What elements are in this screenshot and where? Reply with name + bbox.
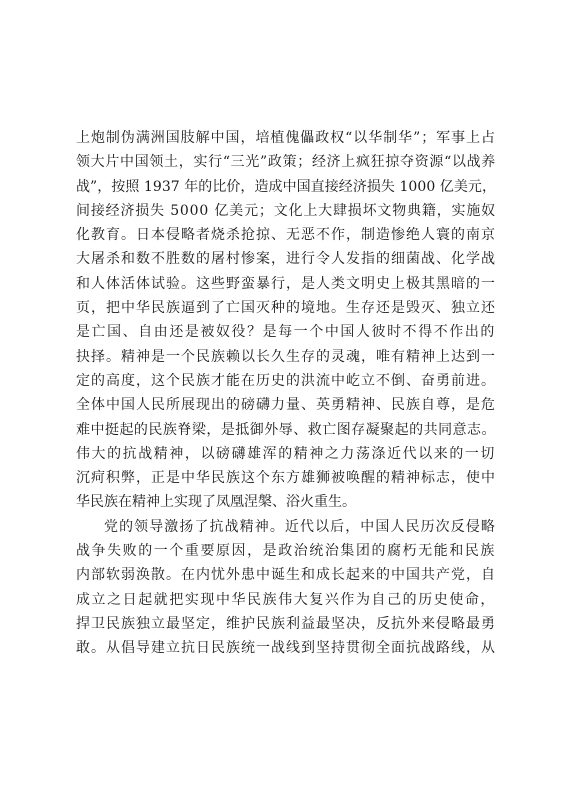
text-line: 成立之日起就把实现中华民族伟大复兴作为自己的历史使命， [76, 591, 496, 608]
text-line: 间接经济损失 5000 亿美元；文化上大肆损坏文物典籍，实施奴 [76, 202, 496, 219]
text-line: 捍卫民族独立最坚定，维护民族利益最坚决，反抗外来侵略最勇 [76, 615, 496, 632]
text-line: 难中挺起的民族脊梁，是抵御外辱、救亡图存凝聚起的共同意志。 [76, 421, 496, 438]
text-line: 页，把中华民族逼到了亡国灭种的境地。生存还是毁灭、独立还 [76, 300, 496, 317]
text-line: 党的领导激扬了抗战精神。近代以后，中国人民历次反侵略 [104, 518, 496, 535]
text-line: 和人体活体试验。这些野蛮暴行，是人类文明史上极其黑暗的一 [76, 275, 496, 292]
text-line: 伟大的抗战精神，以磅礴雄浑的精神之力荡涤近代以来的一切 [76, 445, 496, 462]
text-line: 是亡国、自由还是被奴役？是每一个中国人彼时不得不作出的 [76, 324, 496, 341]
text-line: 上炮制伪满洲国肢解中国，培植傀儡政权“以华制华”；军事上占 [76, 130, 496, 146]
text-line: 领大片中国领土，实行“三光”政策；经济上疯狂掠夺资源“以战养 [76, 154, 496, 171]
text-line: 战争失败的一个重要原因，是政治统治集团的腐朽无能和民族 [76, 543, 496, 560]
text-line: 内部软弱涣散。在内忧外患中诞生和成长起来的中国共产党，自 [76, 567, 496, 584]
text-line: 定的高度，这个民族才能在历史的洪流中屹立不倒、奋勇前进。 [76, 372, 496, 389]
text-line: 敢。从倡导建立抗日民族统一战线到坚持贯彻全面抗战路线，从 [76, 640, 496, 657]
text-line: 战”，按照 1937 年的比价，造成中国直接经济损失 1000 亿美元， [76, 178, 496, 195]
text-line: 华民族在精神上实现了凤凰涅槃、浴火重生。 [76, 494, 356, 511]
text-line: 全体中国人民所展现出的磅礴力量、英勇精神、民族自尊，是危 [76, 397, 496, 414]
text-line: 化教育。日本侵略者烧杀抢掠、无恶不作，制造惨绝人寰的南京 [76, 227, 496, 244]
body-text [76, 126, 496, 661]
text-line: 大屠杀和数不胜数的屠村惨案，进行令人发指的细菌战、化学战 [76, 251, 496, 268]
text-line: 抉择。精神是一个民族赖以长久生存的灵魂，唯有精神上达到一 [76, 348, 496, 365]
text-line: 沉疴积弊，正是中华民族这个东方雄狮被唤醒的精神标志，使中 [76, 470, 496, 487]
